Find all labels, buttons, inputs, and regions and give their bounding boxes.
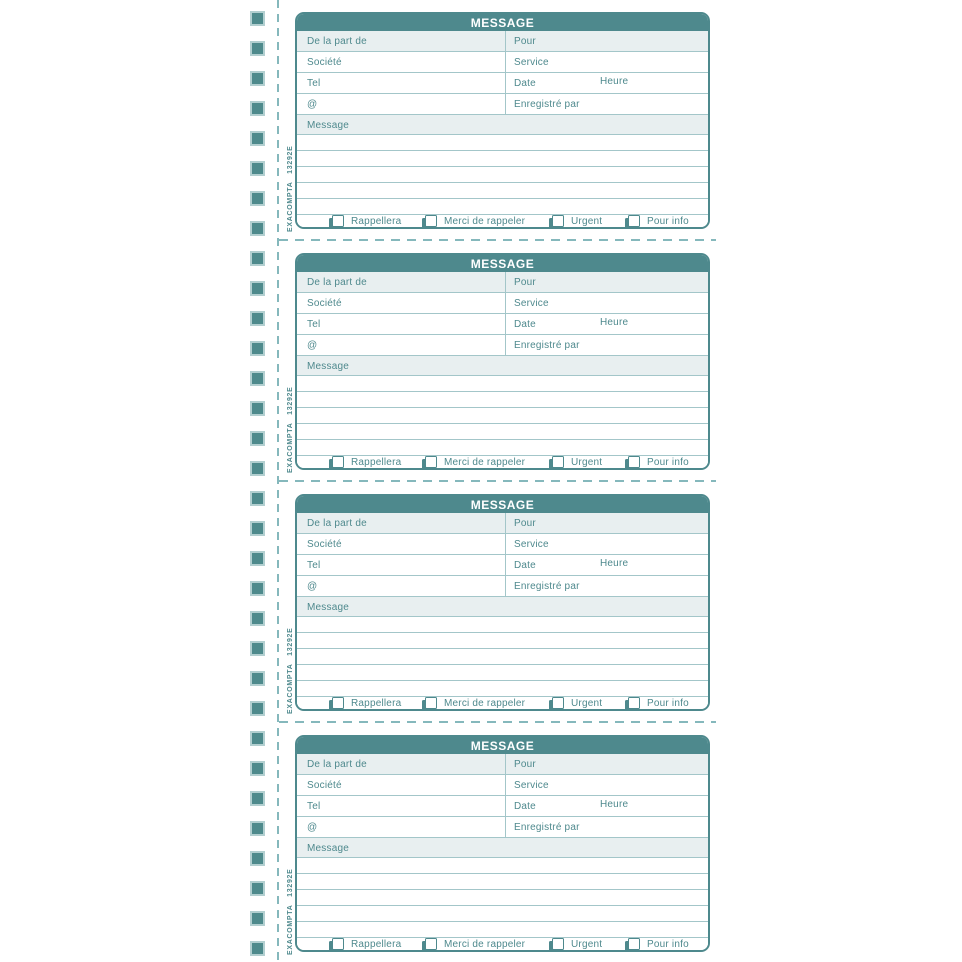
message-label-row (297, 356, 708, 376)
field-label-pour: Pour (514, 759, 536, 770)
checkbox-icon (552, 938, 564, 950)
binding-hole (250, 911, 265, 926)
field-label-de-la-part-de: De la part de (307, 277, 367, 288)
field-label-de-la-part-de: De la part de (307, 518, 367, 529)
field-tel (297, 73, 505, 93)
checkbox-row (297, 697, 708, 709)
field-label-service: Service (514, 539, 549, 550)
slips-container (283, 0, 710, 962)
field-label-de-la-part-de: De la part de (307, 36, 367, 47)
message-label-row (297, 597, 708, 617)
field-pour (505, 272, 708, 292)
field-societe (297, 534, 505, 554)
binding-hole (250, 881, 265, 896)
message-blank-line (297, 408, 708, 424)
field-de-la-part-de (297, 272, 505, 292)
field-label-tel: Tel (307, 560, 321, 571)
binding-hole (250, 11, 265, 26)
field-label-pour: Pour (514, 518, 536, 529)
checkbox-label: Merci de rappeler (444, 215, 526, 227)
binding-hole (250, 581, 265, 596)
field-de-la-part-de (297, 754, 505, 774)
checkbox-option (422, 697, 525, 709)
field-label-pour: Pour (514, 36, 536, 47)
field-label-date: Date (514, 78, 536, 89)
field-row-tel-date-heure (297, 73, 708, 94)
side-brand-text: EXACOMPTA 13292E (287, 627, 294, 714)
checkbox-label: Merci de rappeler (444, 456, 526, 468)
binding-hole (250, 671, 265, 686)
field-row-email-enregistre (297, 94, 708, 115)
message-blank-line (297, 858, 708, 874)
binding-hole (250, 941, 265, 956)
message-blank-line (297, 906, 708, 922)
binding-hole (250, 551, 265, 566)
field-email (297, 94, 505, 114)
field-de-la-part-de (297, 31, 505, 51)
message-blank-line (297, 392, 708, 408)
field-row-tel-date-heure (297, 796, 708, 817)
binding-hole (250, 341, 265, 356)
message-blank-line (297, 440, 708, 456)
field-pour (505, 754, 708, 774)
field-label-message: Message (307, 843, 349, 854)
checkbox-row (297, 215, 708, 227)
field-row-from-pour (297, 272, 708, 293)
field-label-tel: Tel (307, 801, 321, 812)
checkbox-option (329, 456, 401, 468)
checkbox-label: Rappellera (351, 215, 402, 227)
checkbox-option (549, 456, 602, 468)
binding-holes-column (250, 11, 265, 956)
binding-hole (250, 431, 265, 446)
side-brand-text: EXACOMPTA 13292E (287, 386, 294, 473)
checkbox-icon (332, 215, 344, 227)
checkbox-row (297, 938, 708, 950)
checkbox-option (329, 215, 401, 227)
field-label-message: Message (307, 602, 349, 613)
field-row-from-pour (297, 513, 708, 534)
field-label-at-sign: @ (307, 822, 318, 833)
field-date-heure (505, 314, 708, 334)
checkbox-label: Pour info (647, 215, 689, 227)
binding-hole (250, 191, 265, 206)
field-label-at-sign: @ (307, 581, 318, 592)
field-label-at-sign: @ (307, 340, 318, 351)
message-form (295, 253, 710, 470)
field-label-heure: Heure (600, 558, 629, 569)
field-pour (505, 513, 708, 533)
side-brand-text: EXACOMPTA 13292E (287, 145, 294, 232)
field-enregistre-par (505, 94, 708, 114)
form-header (297, 255, 708, 272)
field-label-service: Service (514, 298, 549, 309)
binding-hole (250, 101, 265, 116)
message-slip (283, 735, 710, 955)
form-title: MESSAGE (470, 15, 535, 30)
checkbox-option (422, 938, 525, 950)
checkbox-icon (425, 697, 437, 709)
checkbox-option (329, 938, 401, 950)
field-service (505, 775, 708, 795)
message-blank-line (297, 922, 708, 938)
field-enregistre-par (505, 576, 708, 596)
field-de-la-part-de (297, 513, 505, 533)
binding-hole (250, 731, 265, 746)
form-title: MESSAGE (470, 497, 535, 512)
binding-hole (250, 611, 265, 626)
form-header (297, 496, 708, 513)
field-enregistre-par (505, 335, 708, 355)
checkbox-icon (552, 697, 564, 709)
field-row-from-pour (297, 754, 708, 775)
field-tel (297, 555, 505, 575)
checkbox-option (549, 697, 602, 709)
side-brand-text: EXACOMPTA 13292E (287, 868, 294, 955)
checkbox-icon (628, 938, 640, 950)
message-lines-area (297, 135, 708, 215)
field-email (297, 576, 505, 596)
field-label-enregistre-par: Enregistré par (514, 822, 580, 833)
field-row-email-enregistre (297, 335, 708, 356)
checkbox-icon (628, 456, 640, 468)
message-form (295, 735, 710, 952)
checkbox-icon (425, 215, 437, 227)
field-row-from-pour (297, 31, 708, 52)
field-service (505, 293, 708, 313)
checkbox-label: Rappellera (351, 456, 402, 468)
field-label-heure: Heure (600, 76, 629, 87)
binding-hole (250, 491, 265, 506)
checkbox-option (549, 938, 602, 950)
field-label-tel: Tel (307, 78, 321, 89)
checkbox-label: Urgent (571, 697, 603, 709)
field-email (297, 335, 505, 355)
checkbox-icon (332, 697, 344, 709)
checkbox-option (422, 456, 525, 468)
binding-hole (250, 251, 265, 266)
message-label-row (297, 115, 708, 135)
binding-hole (250, 761, 265, 776)
checkbox-row (297, 456, 708, 468)
message-blank-line (297, 199, 708, 215)
binding-hole (250, 521, 265, 536)
field-date-heure (505, 555, 708, 575)
field-label-societe: Société (307, 780, 342, 791)
field-label-enregistre-par: Enregistré par (514, 99, 580, 110)
message-blank-line (297, 183, 708, 199)
field-row-societe-service (297, 534, 708, 555)
checkbox-icon (332, 938, 344, 950)
checkbox-label: Pour info (647, 456, 689, 468)
field-societe (297, 775, 505, 795)
checkbox-icon (552, 456, 564, 468)
field-label-message: Message (307, 361, 349, 372)
message-lines-area (297, 376, 708, 456)
checkbox-label: Urgent (571, 938, 603, 950)
checkbox-icon (552, 215, 564, 227)
field-label-heure: Heure (600, 799, 629, 810)
message-slip (283, 12, 710, 232)
checkbox-option (625, 456, 689, 468)
field-label-date: Date (514, 801, 536, 812)
field-label-at-sign: @ (307, 99, 318, 110)
binding-hole (250, 791, 265, 806)
binding-hole (250, 71, 265, 86)
binding-hole (250, 401, 265, 416)
field-tel (297, 796, 505, 816)
checkbox-option (549, 215, 602, 227)
field-label-heure: Heure (600, 317, 629, 328)
checkbox-label: Pour info (647, 697, 689, 709)
field-service (505, 52, 708, 72)
field-label-date: Date (514, 319, 536, 330)
checkbox-icon (425, 938, 437, 950)
form-title: MESSAGE (470, 256, 535, 271)
checkbox-label: Rappellera (351, 938, 402, 950)
binding-hole (250, 131, 265, 146)
binding-hole (250, 281, 265, 296)
binding-hole (250, 821, 265, 836)
field-label-tel: Tel (307, 319, 321, 330)
message-form (295, 494, 710, 711)
binding-hole (250, 641, 265, 656)
message-blank-line (297, 376, 708, 392)
checkbox-label: Merci de rappeler (444, 938, 526, 950)
field-label-enregistre-par: Enregistré par (514, 581, 580, 592)
checkbox-option (422, 215, 525, 227)
field-email (297, 817, 505, 837)
field-row-societe-service (297, 293, 708, 314)
binding-hole (250, 161, 265, 176)
checkbox-option (329, 697, 401, 709)
checkbox-option (625, 697, 689, 709)
field-label-societe: Société (307, 539, 342, 550)
field-row-societe-service (297, 52, 708, 73)
binding-hole (250, 311, 265, 326)
message-blank-line (297, 665, 708, 681)
message-lines-area (297, 858, 708, 938)
checkbox-label: Rappellera (351, 697, 402, 709)
field-label-enregistre-par: Enregistré par (514, 340, 580, 351)
checkbox-label: Pour info (647, 938, 689, 950)
message-slip (283, 253, 710, 473)
field-row-tel-date-heure (297, 314, 708, 335)
field-label-message: Message (307, 120, 349, 131)
message-blank-line (297, 167, 708, 183)
message-blank-line (297, 633, 708, 649)
binding-hole (250, 461, 265, 476)
field-row-tel-date-heure (297, 555, 708, 576)
message-blank-line (297, 890, 708, 906)
binding-hole (250, 701, 265, 716)
field-tel (297, 314, 505, 334)
message-blank-line (297, 424, 708, 440)
field-label-societe: Société (307, 298, 342, 309)
message-blank-line (297, 135, 708, 151)
field-label-pour: Pour (514, 277, 536, 288)
binding-hole (250, 371, 265, 386)
message-slip (283, 494, 710, 714)
checkbox-option (625, 215, 689, 227)
message-blank-line (297, 151, 708, 167)
field-enregistre-par (505, 817, 708, 837)
checkbox-label: Merci de rappeler (444, 697, 526, 709)
message-blank-line (297, 874, 708, 890)
message-label-row (297, 838, 708, 858)
message-blank-line (297, 617, 708, 633)
field-pour (505, 31, 708, 51)
field-label-date: Date (514, 560, 536, 571)
field-label-service: Service (514, 57, 549, 68)
checkbox-icon (628, 215, 640, 227)
field-service (505, 534, 708, 554)
binding-hole (250, 851, 265, 866)
binding-hole (250, 221, 265, 236)
message-blank-line (297, 649, 708, 665)
form-header (297, 14, 708, 31)
field-row-email-enregistre (297, 817, 708, 838)
field-societe (297, 52, 505, 72)
checkbox-icon (628, 697, 640, 709)
message-form (295, 12, 710, 229)
checkbox-label: Urgent (571, 456, 603, 468)
form-title: MESSAGE (470, 738, 535, 753)
checkbox-icon (425, 456, 437, 468)
checkbox-icon (332, 456, 344, 468)
message-blank-line (297, 681, 708, 697)
form-header (297, 737, 708, 754)
field-row-societe-service (297, 775, 708, 796)
checkbox-label: Urgent (571, 215, 603, 227)
checkbox-option (625, 938, 689, 950)
field-label-de-la-part-de: De la part de (307, 759, 367, 770)
field-label-service: Service (514, 780, 549, 791)
field-label-societe: Société (307, 57, 342, 68)
field-date-heure (505, 73, 708, 93)
binding-hole (250, 41, 265, 56)
field-date-heure (505, 796, 708, 816)
message-lines-area (297, 617, 708, 697)
field-societe (297, 293, 505, 313)
field-row-email-enregistre (297, 576, 708, 597)
